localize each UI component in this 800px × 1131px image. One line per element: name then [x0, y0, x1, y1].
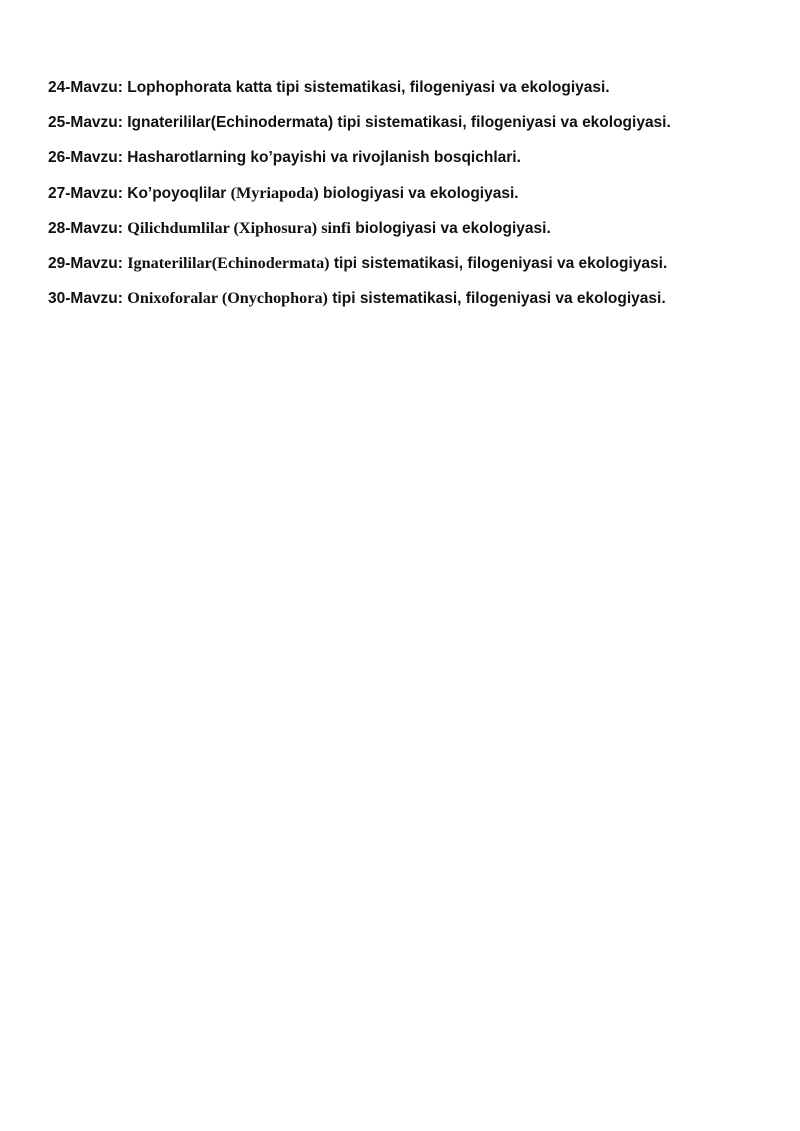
topic-title-part: tipi sistematikasi, filogeniyasi va ekologiyasi. [333, 255, 668, 272]
topic-number: 27-Mavzu: [48, 185, 123, 202]
topic-title-part: Onixoforalar (Onychophora) [127, 289, 328, 307]
topic-list [48, 77, 768, 322]
topic-30 [48, 287, 768, 322]
topic-27 [48, 182, 768, 217]
topic-title-part: biologiyasi va ekologiyasi. [355, 220, 551, 237]
topic-26 [48, 147, 768, 182]
topic-number: 24-Mavzu: [48, 79, 123, 96]
topic-number: 30-Mavzu: [48, 290, 123, 307]
topic-title-part: Ko’poyoqlilar [127, 185, 227, 202]
topic-title-part: tipi sistematikasi, filogeniyasi va ekologiyasi. [332, 290, 666, 307]
topic-24 [48, 77, 768, 112]
topic-title: Hasharotlarning ko’payishi va rivojlanish bosqichlari. [127, 149, 521, 166]
topic-title-part: (Myriapoda) [230, 184, 319, 202]
topic-29 [48, 252, 768, 287]
topic-title-part: biologiyasi va ekologiyasi. [323, 185, 519, 202]
topic-number: 28-Mavzu: [48, 220, 123, 237]
topic-number: 25-Mavzu: [48, 114, 123, 131]
topic-number: 26-Mavzu: [48, 149, 123, 166]
topic-28 [48, 217, 768, 252]
topic-title-part: Ignaterililar(Echinodermata) [127, 254, 330, 272]
topic-title: Ignaterililar(Echinodermata) tipi sistematikasi, filogeniyasi va ekologiyasi. [127, 114, 671, 131]
topic-title: Lophophorata katta tipi sistematikasi, filogeniyasi va ekologiyasi. [127, 79, 610, 96]
topic-25 [48, 112, 768, 147]
topic-title-part: Qilichdumlilar (Xiphosura) sinfi [127, 219, 351, 237]
topic-number: 29-Mavzu: [48, 255, 123, 272]
